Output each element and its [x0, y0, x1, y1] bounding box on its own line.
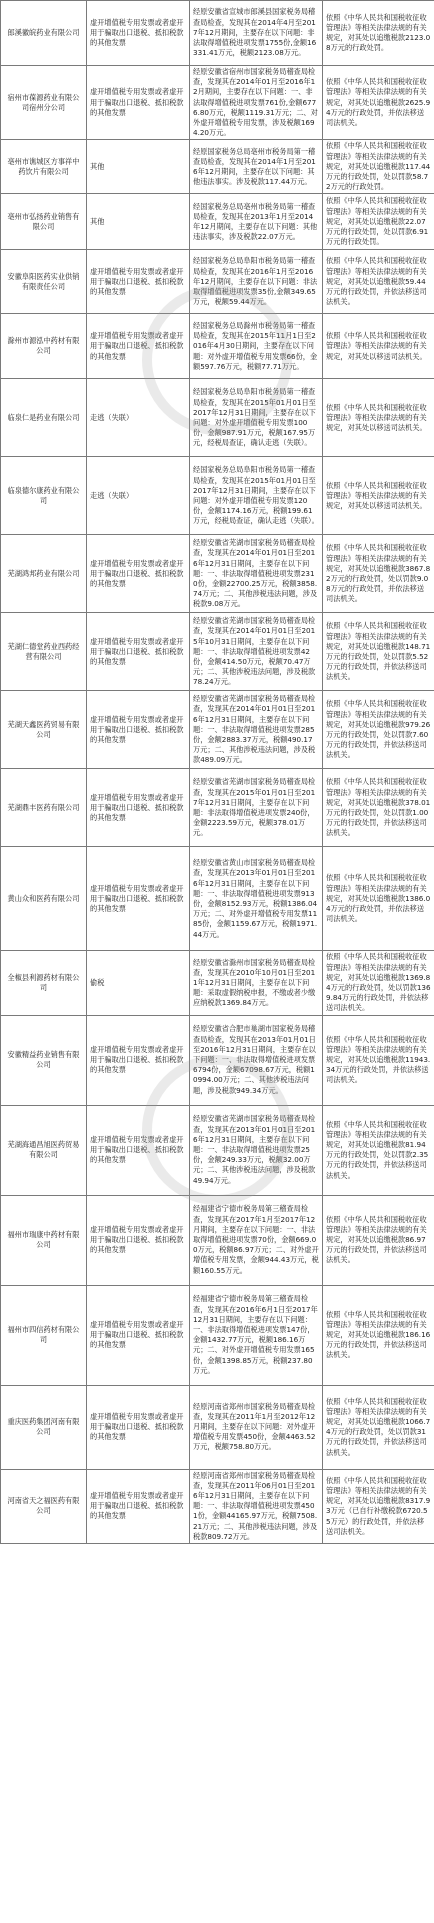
penalty-cell: 依照《中华人民共和国税收征收管理法》等相关法律法规的有关规定，对其处以追缴税款186.16万元的行政处罚，并依法移送司法机关。 — [323, 1285, 434, 1385]
violation-type-cell: 虚开增值税专用发票或者虚开用于骗取出口退税、抵扣税款的其他发票 — [87, 66, 190, 140]
company-name-cell: 芜湖鸿邦药业有限公司 — [1, 535, 87, 613]
company-name-cell: 亳州市谯城区方事祥中药饮片有限公司 — [1, 140, 87, 194]
table-row — [1, 1285, 434, 1385]
table-row — [1, 1469, 434, 1543]
company-name-cell: 福州市四信药材有限公司 — [1, 1285, 87, 1385]
violation-type-cell: 虚开增值税专用发票或者虚开用于骗取出口退税、抵扣税款的其他发票 — [87, 314, 190, 379]
penalty-cell: 依照《中华人民共和国税收征收管理法》等相关法律法规的有关规定，对其处以追缴税款1386.04万元的行政处罚，并依法移送司法机关。 — [323, 847, 434, 951]
violation-type-cell: 虚开增值税专用发票或者虚开用于骗取出口退税、抵扣税款的其他发票 — [87, 1469, 190, 1543]
violation-type-cell: 虚开增值税专用发票或者虚开用于骗取出口退税、抵扣税款的其他发票 — [87, 1285, 190, 1385]
violation-detail-cell: 经原安徽省滁州市国家税务局稽查局检查，发现其在2010年10月01日至2011年12月31日期间，主要存在以下问题：采取虚假纳税申报，不缴或者少缴应纳税款1369.84万元。 — [190, 951, 323, 1015]
violation-type-cell: 虚开增值税专用发票或者虚开用于骗取出口退税、抵扣税款的其他发票 — [87, 1105, 190, 1195]
penalty-cell: 依照《中华人民共和国税收征收管理法》等相关法律法规的有关规定，对其处以追缴税款59.44万元的行政处罚，并依法移送司法机关。 — [323, 250, 434, 314]
company-name-cell: 福州市瑞康中药材有限公司 — [1, 1195, 87, 1285]
penalty-cell: 依照《中华人民共和国税收征收管理法》等相关法律法规的有关规定，对其处以追缴税款979.26万元的行政处罚，处以罚款7.60万元的行政处罚，并依法移送司法机关。 — [323, 691, 434, 769]
penalty-cell: 依照《中华人民共和国税收征收管理法》等相关法律法规的有关规定，对其处以追缴税款3867.82万元的行政处罚，处以罚款9.08万元的行政处罚，并依法移送司法机关。 — [323, 535, 434, 613]
table-row — [1, 250, 434, 314]
company-name-cell: 亳州市弘扬药业销售有限公司 — [1, 194, 87, 250]
company-name-cell: 安徽阜阳医药实业供销有限责任公司 — [1, 250, 87, 314]
violation-type-cell: 虚开增值税专用发票或者虚开用于骗取出口退税、抵扣税款的其他发票 — [87, 250, 190, 314]
violation-detail-cell: 经原安徽省芜湖市国家税务局稽查局检查，发现其在2014年01月01日至2016年12月31日期间，主要存在以下问题：一、非法取得增值税进项发票2310份，金额22700.25万元，税额3858.74万元；二、其他涉税违法问题，涉及税款9.08万元。 — [190, 535, 323, 613]
company-name-cell: 黄山众和医药有限公司 — [1, 847, 87, 951]
penalty-cell: 依照《中华人民共和国税收征收管理法》等相关法律法规的有关规定，对其处以追缴税款117.44万元的行政处罚，处以罚款58.72万元的行政处罚。 — [323, 140, 434, 194]
penalty-cell: 依照《中华人民共和国税收征收管理法》等相关法律法规的有关规定，对其处以移送司法机关。 — [323, 379, 434, 457]
penalty-cell: 依照《中华人民共和国税收征收管理法》等相关法律法规的有关规定，对其处以追缴税款8317.93万元（已自行补缴税款6720.55万元）的行政处罚，并依法移送司法机关。 — [323, 1469, 434, 1543]
violation-detail-cell: 经原安徽省宣城市郎溪县国家税务局稽查局检查，发现其在2014年4月至2017年12月期间，主要存在以下问题：非法取得增值税进项发票1755份,金额16331.41万元，税额2123.08万元。 — [190, 1, 323, 66]
violation-type-cell: 虚开增值税专用发票或者虚开用于骗取出口退税、抵扣税款的其他发票 — [87, 613, 190, 691]
violation-detail-cell: 经原安徽省黄山市国家税务局稽查局检查，发现其在2013年01月01日至2016年12月31日期间，主要存在以下问题：一、非法取得增值税进项发票913份，金额8152.93万元，税额1386.04万元；二、对外虚开增值税专用发票1185份，金额1159.67万元，税额1971.44万元。 — [190, 847, 323, 951]
violation-type-cell: 虚开增值税专用发票或者虚开用于骗取出口退税、抵扣税款的其他发票 — [87, 691, 190, 769]
company-name-cell: 临泉仁是药业有限公司 — [1, 379, 87, 457]
violation-detail-cell: 经国家税务总局亳州市税务局第一稽查局检查，发现其在2013年1月至2014年12月期间，主要存在以下问题：其他违法事实，涉及税款22.07万元。 — [190, 194, 323, 250]
company-name-cell: 芜湖鼎丰医药有限公司 — [1, 769, 87, 847]
table-row — [1, 1385, 434, 1469]
company-name-cell: 安徽精益药业销售有限公司 — [1, 1015, 87, 1105]
violation-detail-cell: 经原安徽省宿州市国家税务局稽查局检查，发现其在2014年01月至2016年12月期间，主要存在以下问题：一、非法取得增值税进项发票761份,金额6776.80万元，税额1119.31万元；二、对外虚开增值税专用发票，涉及税额1694.20万元。 — [190, 66, 323, 140]
company-name-cell: 芜湖海通昌旭医药贸易有限公司 — [1, 1105, 87, 1195]
table-row — [1, 66, 434, 140]
violation-detail-cell: 经福建省宁德市税务局第三稽查局检查，发现其在2017年1月至2017年12月期间，主要存在以下问题：一、非法取得增值税进项发票70份，金额669.00万元，税额86.97万元；二、对外虚开增值税专用发票，金额944.43万元，税额160.55万元。 — [190, 1195, 323, 1285]
violation-type-cell: 偷税 — [87, 951, 190, 1015]
penalty-cell: 依照《中华人民共和国税收征收管理法》等相关法律法规的有关规定，对其处以追缴税款148.71万元的行政处罚，处以罚款5.52万元的行政处罚，并依法移送司法机关。 — [323, 613, 434, 691]
table-row — [1, 769, 434, 847]
table-row — [1, 691, 434, 769]
violation-type-cell: 其他 — [87, 194, 190, 250]
penalty-cell: 依照《中华人民共和国税收征收管理法》等相关法律法规的有关规定，对其处以追缴税款1369.84万元的行政处罚，处以罚款1369.84万元的行政处罚，并依法移送司法机关。 — [323, 951, 434, 1015]
violation-type-cell: 虚开增值税专用发票或者虚开用于骗取出口退税、抵扣税款的其他发票 — [87, 769, 190, 847]
table-row — [1, 457, 434, 535]
table-row — [1, 140, 434, 194]
violation-type-cell: 其他 — [87, 140, 190, 194]
penalty-cell: 依照《中华人民共和国税收征收管理法》等相关法律法规的有关规定，对其处以追缴税款86.97万元的行政处罚，并依法移送司法机关。 — [323, 1195, 434, 1285]
violation-detail-cell: 经国家税务总局阜阳市税务局第一稽查局检查，发现其在2016年1月至2016年12月期间，主要存在以下问题：非法取得增值税进项发票35份,金额349.65万元，税额59.44万元。 — [190, 250, 323, 314]
violation-detail-cell: 经国家税务总局阜阳市税务局第一稽查局检查，发现其在2015年01月01日至2017年12月31日期间，主要存在以下问题：对外虚开增值税专用发票100份，金额987.91万元，税额167.95万元，经税局查证，确认走逃（失联）。 — [190, 379, 323, 457]
company-name-cell: 重庆医药集团河南有限公司 — [1, 1385, 87, 1469]
violation-type-cell: 虚开增值税专用发票或者虚开用于骗取出口退税、抵扣税款的其他发票 — [87, 1385, 190, 1469]
penalty-cell: 依照《中华人民共和国税收征收管理法》等相关法律法规的有关规定，对其处以追缴税款2625.94万元的行政处罚，并依法移送司法机关。 — [323, 66, 434, 140]
table-row — [1, 194, 434, 250]
table-row — [1, 535, 434, 613]
violation-detail-cell: 经原安徽省合肥市巢湖市国家税务局稽查局检查，发现其在2013年01月01日至2016年12月31日期间，主要存在以下问题：一、非法取得增值税进项发票6794份，金额67098.67万元，税额10994.00万元；二、其他涉税违法问题，涉及税款949.34万元。 — [190, 1015, 323, 1105]
penalty-cell: 依照《中华人民共和国税收征收管理法》等相关法律法规的有关规定，对其处以追缴税款11943.34万元的行政处罚，并依法移送司法机关。 — [323, 1015, 434, 1105]
penalty-cell: 依照《中华人民共和国税收征收管理法》等相关法律法规的有关规定，对其处以追缴税款81.94万元的行政处罚，处以罚款2.35万元的行政处罚，并依法移送司法机关。 — [323, 1105, 434, 1195]
violation-detail-cell: 经原河南省郑州市国家税务局稽查局检查，发现其在2011年06月01日至2016年12月31日期间，主要存在以下问题：一、非法取得增值税进项发票4501份，金额44165.97万元，税额7508.21万元；二、其他涉税违法问题，涉及税款809.72万元。 — [190, 1469, 323, 1543]
penalty-cell: 依照《中华人民共和国税收征收管理法》等相关法律法规的有关规定，对其处以追缴税款1066.74万元的行政处罚，处以罚款31万元的行政处罚，并依法移送司法机关。 — [323, 1385, 434, 1469]
table-row — [1, 1195, 434, 1285]
violation-type-cell: 虚开增值税专用发票或者虚开用于骗取出口退税、抵扣税款的其他发票 — [87, 535, 190, 613]
violation-detail-cell: 经原国家税务总局亳州市税务局第一稽查局检查，发现其在2014年1月至2016年12月期间，主要存在以下问题：其他违法事实。涉及税款117.44万元。 — [190, 140, 323, 194]
company-name-cell: 河南省天之福医药有限公司 — [1, 1469, 87, 1543]
table-row — [1, 847, 434, 951]
company-name-cell: 宿州市葆源药业有限公司宿州分公司 — [1, 66, 87, 140]
table-row — [1, 613, 434, 691]
violation-detail-cell: 经原安徽省芜湖市国家税务局稽查局检查，发现其在2015年01月01日至2017年12月31日期间，主要存在以下问题：非法取得增值税进项发票240份，金额2223.59万元，税额378.01万元。 — [190, 769, 323, 847]
table-body — [1, 1, 434, 1544]
violation-type-cell: 走逃（失联） — [87, 379, 190, 457]
table-row — [1, 379, 434, 457]
company-name-cell: 滁州市源泓中药材有限公司 — [1, 314, 87, 379]
company-name-cell: 临泉德尔康药业有限公司 — [1, 457, 87, 535]
violation-type-cell: 虚开增值税专用发票或者虚开用于骗取出口退税、抵扣税款的其他发票 — [87, 847, 190, 951]
violation-detail-cell: 经原安徽省芜湖市国家税务局稽查局检查，发现其在2014年01月01日至2015年10月31日期间，主要存在以下问题：一、非法取得增值税进项发票42份，金额414.50万元，税额70.47万元；二、其他涉税违法问题，涉及税款78.24万元。 — [190, 613, 323, 691]
violation-type-cell: 虚开增值税专用发票或者虚开用于骗取出口退税、抵扣税款的其他发票 — [87, 1195, 190, 1285]
company-name-cell: 芜湖仁德堂药业西药经营有限公司 — [1, 613, 87, 691]
table-row — [1, 1, 434, 66]
violation-detail-cell: 经福建省宁德市税务局第三稽查局检查，发现其在2016年6月1日至2017年12月31日期间，主要存在以下问题：一、非法取得增值税进项发票147份，金额1432.77万元，税额186.16万元；二、对外虚开增值税专用发票165份，金额1398.85万元，税额237.80万元。 — [190, 1285, 323, 1385]
violation-detail-cell: 经国家税务总局滁州市税务局第一稽查局检查，发现其在2015年11月1日至2016年4月30日期间，主要存在以下问题：对外虚开增值税专用发票66份，金额597.76万元，税额77.71万元。 — [190, 314, 323, 379]
violation-detail-cell: 经原安徽省芜湖市国家税务局稽查局检查，发现其在2013年01月01日至2016年12月31日期间，主要存在以下问题：一、非法取得增值税进项发票25份，金额249.33万元，税额32.00万元；二、其他涉税违法问题，涉及税款49.94万元。 — [190, 1105, 323, 1195]
violation-type-cell: 虚开增值税专用发票或者虚开用于骗取出口退税、抵扣税款的其他发票 — [87, 1, 190, 66]
table-row — [1, 314, 434, 379]
table-row — [1, 1105, 434, 1195]
table-row — [1, 951, 434, 1015]
penalty-cell: 依照《中华人民共和国税收征收管理法》等相关法律法规的有关规定，对其处以移送司法机关。 — [323, 314, 434, 379]
violation-type-cell: 虚开增值税专用发票或者虚开用于骗取出口退税、抵扣税款的其他发票 — [87, 1015, 190, 1105]
company-name-cell: 全椒县利源药材有限公司 — [1, 951, 87, 1015]
company-name-cell: 芜湖天鑫医药贸易有限公司 — [1, 691, 87, 769]
violation-detail-cell: 经国家税务总局阜阳市税务局第一稽查局检查，发现其在2015年01月01日至2017年12月31日期间，主要存在以下问题：对外虚开增值税专用发票120份，金额1174.16万元，税额199.61万元，经税局查证，确认走逃（失联）。 — [190, 457, 323, 535]
penalty-cell: 依照《中华人民共和国税收征收管理法》等相关法律法规的有关规定，对其处以追缴税款22.07万元的行政处罚，处以罚款6.91万元的行政处罚。 — [323, 194, 434, 250]
violation-type-cell: 走逃（失联） — [87, 457, 190, 535]
penalty-cell: 依照《中华人民共和国税收征收管理法》等相关法律法规的有关规定，对其处以追缴税款378.01万元的行政处罚，处以罚款1.00万元的行政处罚，并依法移送司法机关。 — [323, 769, 434, 847]
penalty-cell: 依照《中华人民共和国税收征收管理法》等相关法律法规的有关规定，对其处以追缴税款2123.08万元的行政处罚。 — [323, 1, 434, 66]
penalty-cell: 依照《中华人民共和国税收征收管理法》等相关法律法规的有关规定，对其处以移送司法机关。 — [323, 457, 434, 535]
company-name-cell: 郎溪徽皖药业有限公司 — [1, 1, 87, 66]
violation-detail-cell: 经原河南省郑州市国家税务局稽查局检查，发现其在2011年1月至2012年12月期间，主要存在以下问题：对外虚开增值税专用发票450份，金额4463.52万元，税额758.80万元。 — [190, 1385, 323, 1469]
table-row — [1, 1015, 434, 1105]
violation-detail-cell: 经原安徽省芜湖市国家税务局稽查局检查，发现其在2014年01月01日至2016年12月31日期间，主要存在以下问题：一、非法取得增值税进项发票285份，金额2883.37万元，税额490.17万元；二、其他涉税违法问题，涉及税款489.09万元。 — [190, 691, 323, 769]
